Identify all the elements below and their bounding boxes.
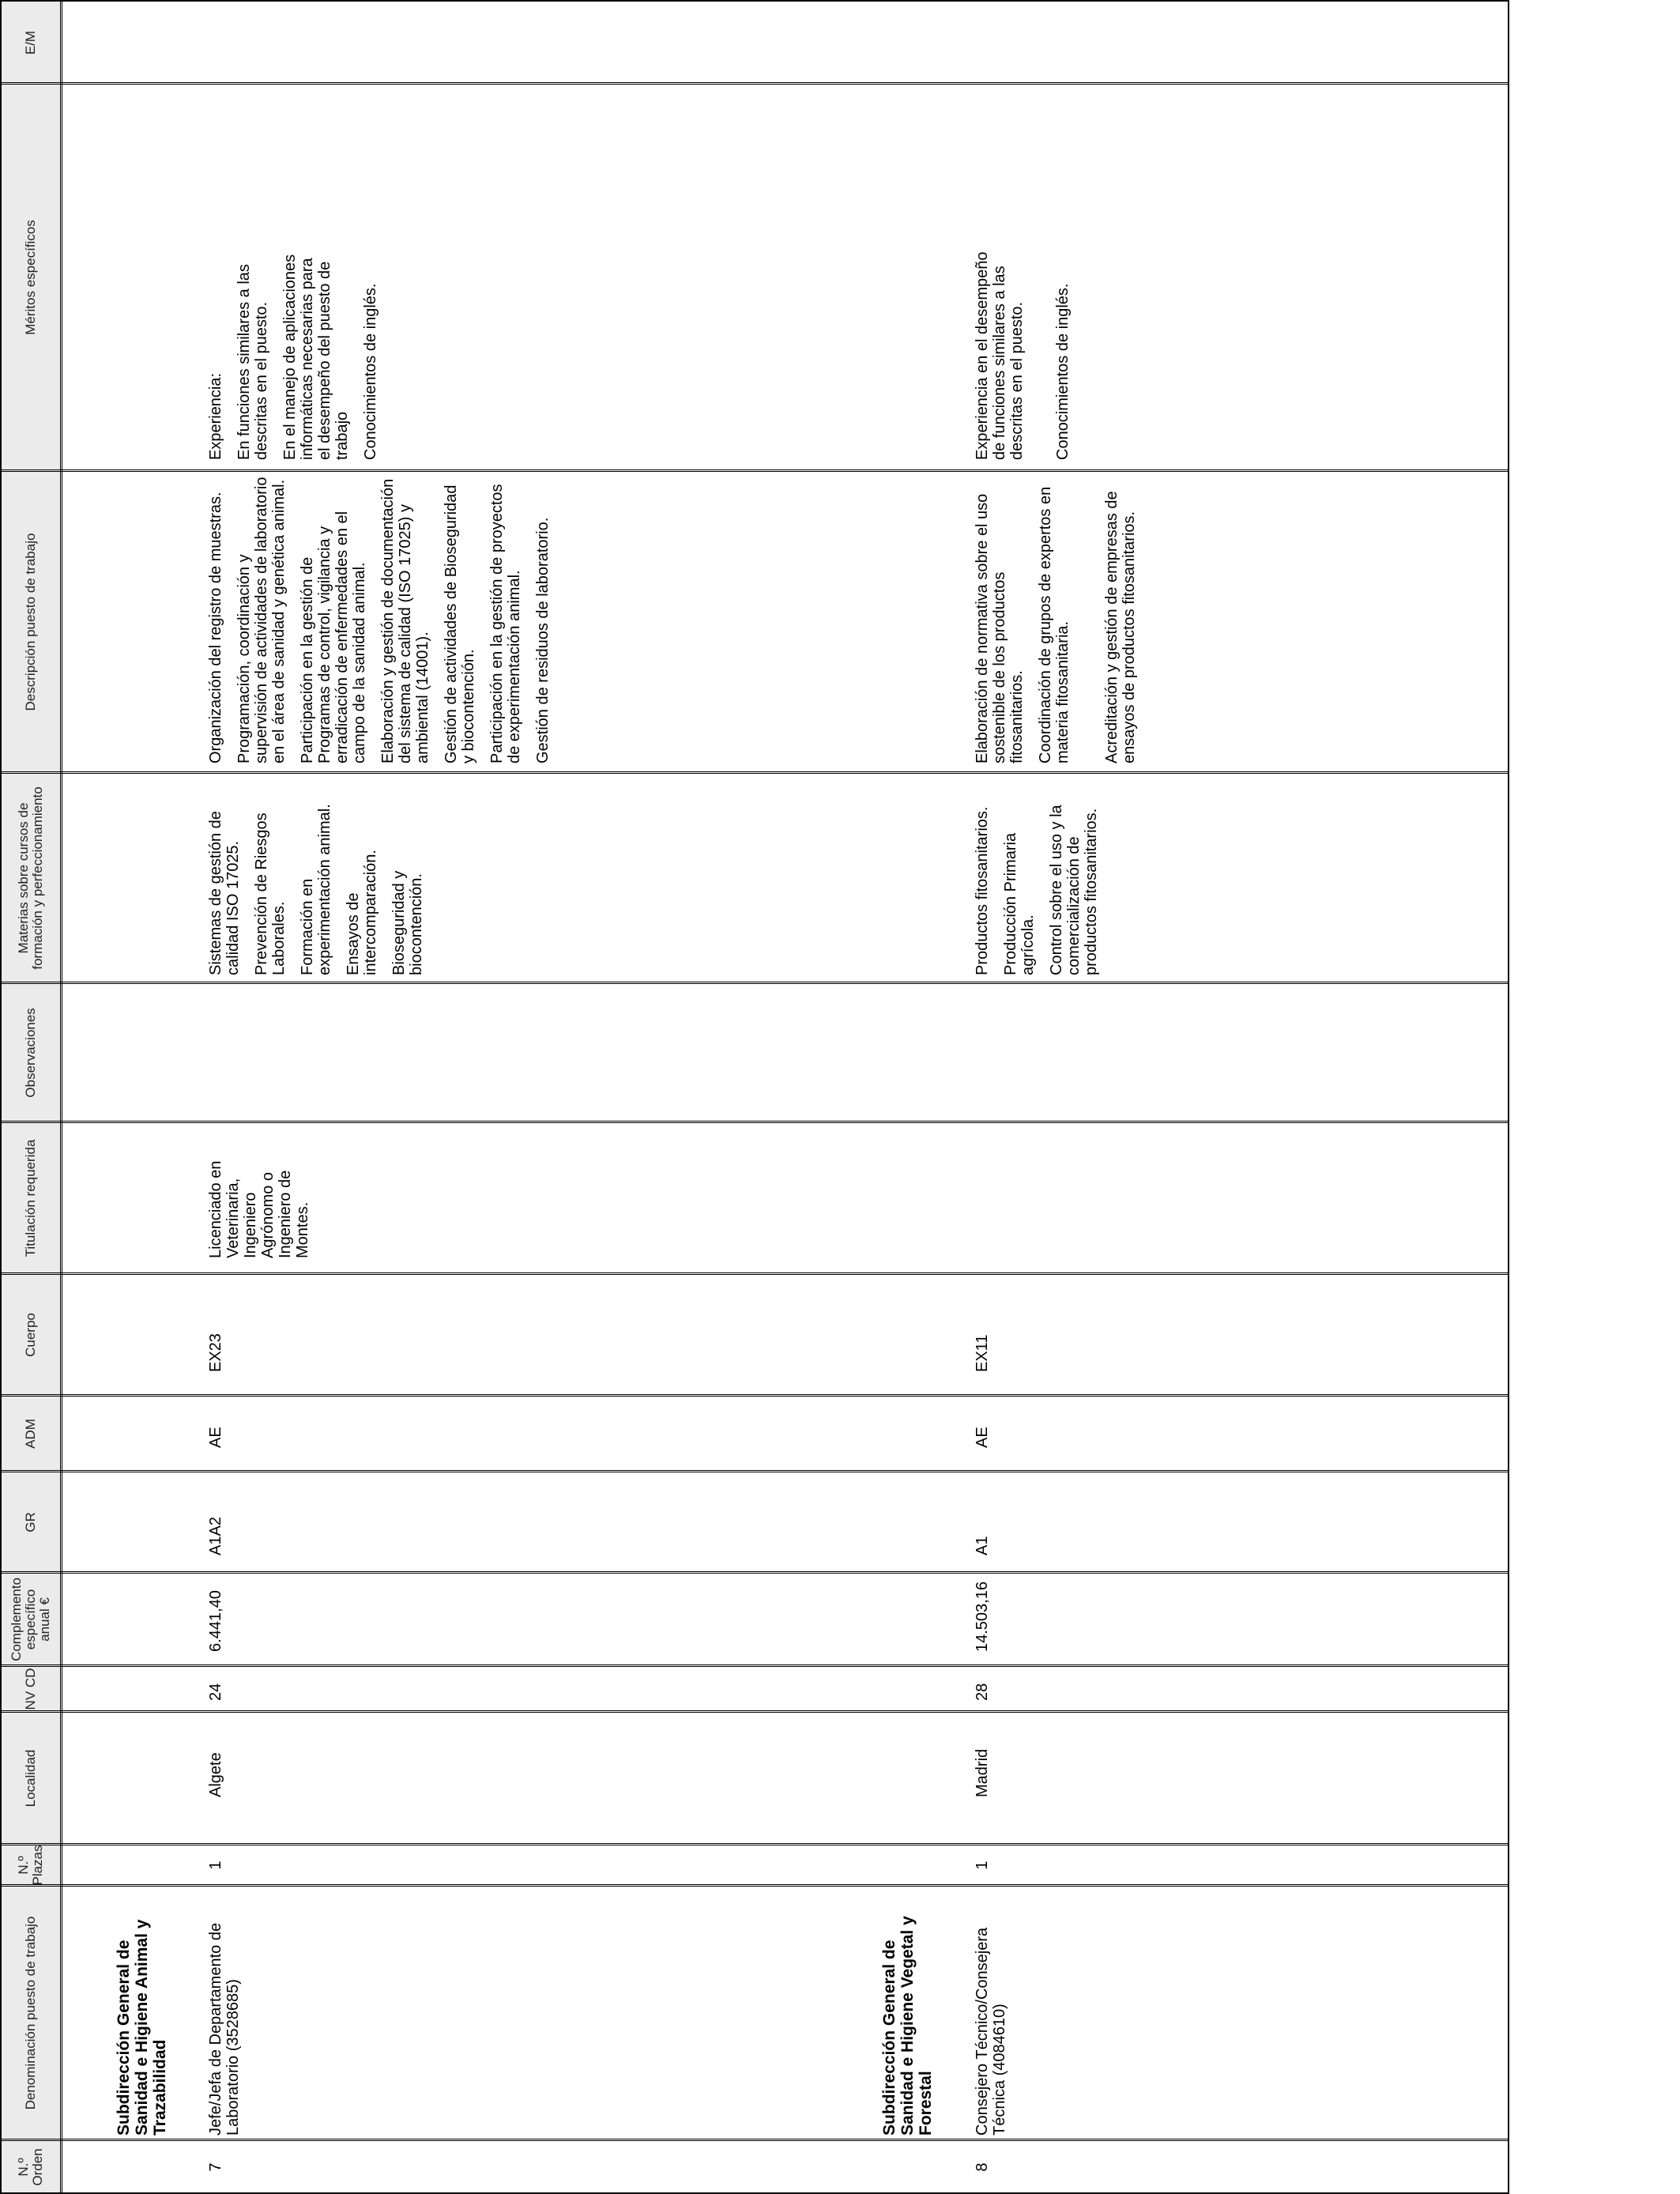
- list-item: Prevención de Riesgos Laborales.: [253, 812, 288, 975]
- list-item: Productos fitosanitarios.: [974, 806, 991, 975]
- header-orden: N.º Orden: [16, 2148, 45, 2186]
- header-cuerpo: Cuerpo: [23, 1313, 38, 1357]
- list-item: Experiencia en el desempeño de funciones similares a las descritas en el puesto.: [974, 251, 1026, 460]
- row-localidad: Madrid: [974, 1748, 991, 1797]
- row-plazas: 1: [974, 1860, 991, 1870]
- header-grupo: GR: [23, 1512, 38, 1532]
- row-nivel: 28: [974, 1683, 991, 1701]
- row-complemento: 14.503,16: [974, 1581, 991, 1652]
- header-complemento: Complemento específico anual €: [9, 1578, 52, 1661]
- row-titulacion: Licenciado en Veterinaria, Ingeniero Agrónomo o Ingeniero de Montes.: [207, 1160, 311, 1258]
- row-orden: 7: [207, 2162, 224, 2172]
- col-divider: [0, 1571, 1509, 1574]
- col-divider: [0, 469, 1509, 472]
- col-divider: [0, 2139, 1509, 2141]
- row-denominacion: Consejero Técnico/Consejera Técnica (4084610): [974, 1927, 1008, 2136]
- list-item: Conocimientos de inglés.: [362, 283, 379, 460]
- col-divider: [0, 771, 1509, 774]
- col-divider: [0, 982, 1509, 984]
- header-meritos: Méritos específicos: [23, 220, 38, 335]
- list-item: Formación en experimentación animal.: [299, 804, 333, 975]
- col-divider: [0, 1272, 1509, 1275]
- col-divider: [0, 1470, 1509, 1472]
- header-divider: [60, 0, 62, 2194]
- list-item: Ensayos de intercomparación.: [345, 850, 379, 975]
- row-grupo: A1: [974, 1536, 991, 1555]
- col-divider: [0, 1884, 1509, 1887]
- header-descripcion: Descripción puesto de trabajo: [23, 533, 38, 711]
- list-item: Programación, coordinación y supervisión de actividades de laboratorio en el área de sanidad y genética animal.: [235, 477, 288, 763]
- header-adm: ADM: [23, 1419, 38, 1449]
- row-denominacion: Jefe/Jefa de Departamento de Laboratorio (3528685): [207, 1922, 242, 2136]
- row-adm: AE: [974, 1427, 991, 1448]
- descripcion-list: [207, 476, 552, 763]
- descripcion-list: [974, 476, 1138, 763]
- list-item: En funciones similares a las descritas en el puesto.: [235, 264, 270, 460]
- col-divider: [0, 1394, 1509, 1397]
- section-title: Subdirección General de Sanidad e Higiene Vegetal y Forestal: [880, 1916, 935, 2136]
- list-item: Experiencia:: [207, 372, 224, 460]
- row-localidad: Algete: [207, 1752, 224, 1797]
- header-denominacion: Denominación puesto de trabajo: [23, 1916, 38, 2110]
- col-divider: [0, 1843, 1509, 1845]
- list-item: Acreditación y gestión de empresas de ensayos de productos fitosanitarios.: [1103, 491, 1138, 763]
- row-adm: AE: [207, 1427, 224, 1448]
- header-titulacion: Titulación requerida: [23, 1139, 38, 1257]
- list-item: Bioseguridad y biocontención.: [390, 870, 425, 975]
- list-item: Participación en la gestión de proyectos de experimentación animal.: [488, 484, 523, 763]
- row-complemento: 6.441,40: [207, 1590, 224, 1652]
- list-item: Organización del registro de muestras.: [207, 492, 224, 763]
- materias-list: [974, 778, 1100, 975]
- header-plazas: N.º Plazas: [16, 1845, 45, 1886]
- header-localidad: Localidad: [23, 1749, 38, 1808]
- row-nivel: 24: [207, 1683, 224, 1701]
- list-item: Producción Primaria agrícola.: [1002, 832, 1037, 975]
- meritos-list: [207, 247, 379, 460]
- list-item: Gestión de residuos de laboratorio.: [534, 517, 552, 763]
- row-grupo: A1A2: [207, 1517, 224, 1555]
- header-nivel: NV CD: [23, 1668, 38, 1710]
- col-divider: [0, 82, 1509, 85]
- list-item: Sistemas de gestión de calidad ISO 17025.: [207, 811, 242, 975]
- col-divider: [0, 1121, 1509, 1123]
- header-em: E/M: [23, 30, 38, 55]
- list-item: Elaboración de normativa sobre el uso sostenible de los productos fitosanitarios.: [974, 493, 1026, 763]
- header-materias: Materias sobre cursos de formación y perfeccionamiento: [16, 786, 45, 970]
- list-item: Conocimientos de inglés.: [1054, 283, 1072, 460]
- col-divider: [0, 1664, 1509, 1667]
- row-cuerpo: EX23: [207, 1333, 224, 1372]
- col-divider: [0, 1710, 1509, 1713]
- list-item: Elaboración y gestión de documentación del sistema de calidad (ISO 17025) y ambiental (14001).: [379, 478, 431, 763]
- row-cuerpo: EX11: [974, 1334, 991, 1372]
- row-plazas: 1: [207, 1860, 224, 1870]
- list-item: Gestión de actividades de Bioseguridad y biocontención.: [443, 484, 477, 763]
- list-item: En el manejo de aplicaciones informáticas necesarias para el desempeño del puesto de trabajo: [281, 254, 351, 460]
- section-title: Subdirección General de Sanidad e Higiene Animal y Trazabilidad: [115, 1919, 169, 2136]
- materias-list: [207, 778, 425, 975]
- header-observaciones: Observaciones: [23, 1008, 38, 1098]
- row-orden: 8: [974, 2162, 991, 2172]
- list-item: Coordinación de grupos de expertos en materia fitosanitaria.: [1037, 486, 1072, 763]
- list-item: Participación en la gestión de Programas de control, vigilancia y erradicación de enfermedades en el campo de la sanidad animal.: [299, 511, 368, 763]
- meritos-list: [974, 239, 1072, 460]
- list-item: Control sobre el uso y la comercialización de productos fitosanitarios.: [1048, 805, 1100, 975]
